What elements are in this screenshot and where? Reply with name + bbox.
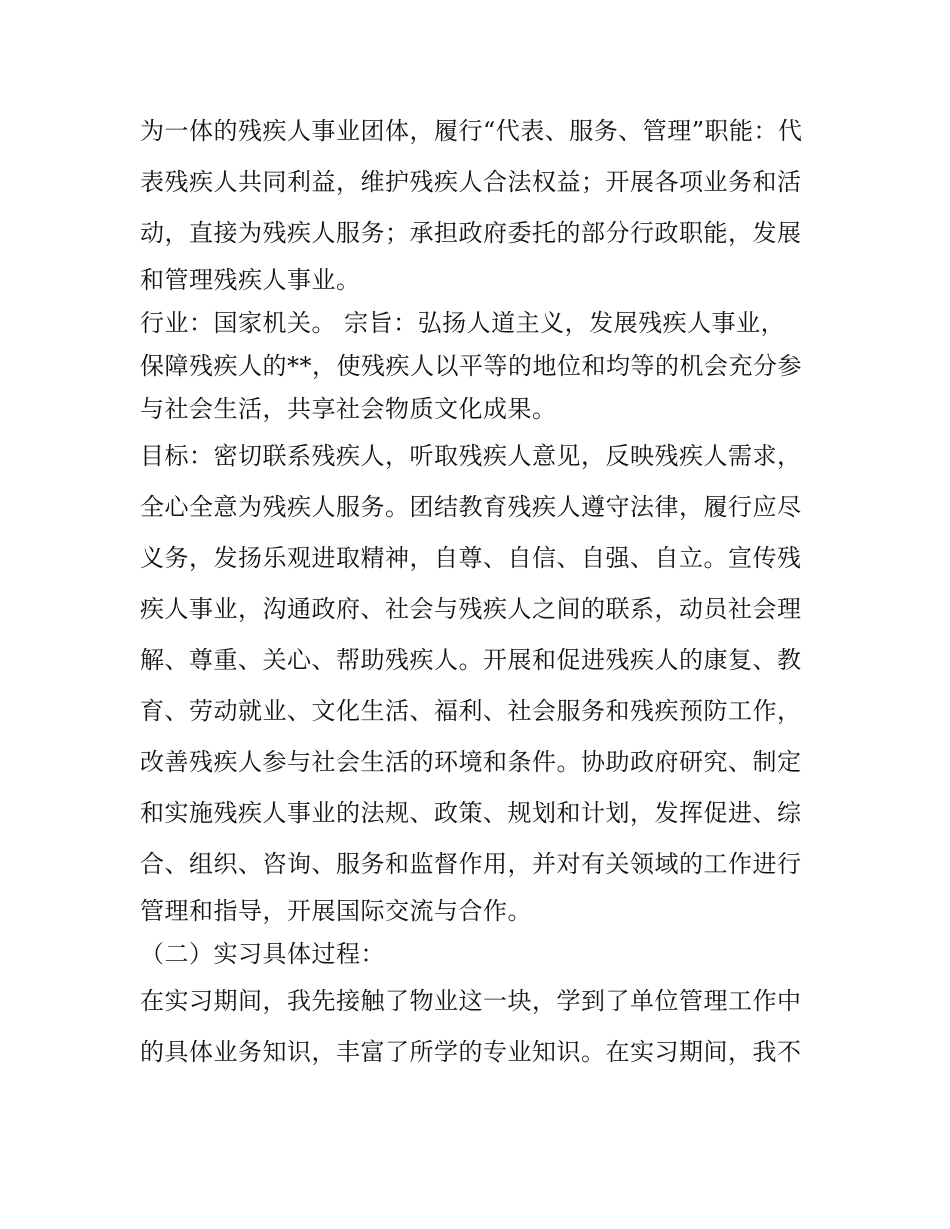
text-line: 行业：国家机关。 宗旨：弘扬人道主义，发展残疾人事业， <box>140 309 786 337</box>
text-line: 保障残疾人的**，使残疾人以平等的地位和均等的机会充分参 <box>140 352 802 380</box>
section-heading: （二）实习具体过程： <box>140 940 385 968</box>
text-line: 和管理残疾人事业。 <box>140 266 361 294</box>
text-line: 的具体业务知识，丰富了所学的专业知识。在实习期间，我不 <box>140 1038 802 1066</box>
body-text <box>140 106 820 1078</box>
text-line: 育、劳动就业、文化生活、福利、社会服务和残疾预防工作， <box>140 697 802 725</box>
text-line: 改善残疾人参与社会生活的环境和条件。协助政府研究、制定 <box>140 748 802 776</box>
text-line: 在实习期间，我先接触了物业这一块，学到了单位管理工作中 <box>140 987 802 1015</box>
text-line: 与社会生活，共享社会物质文化成果。 <box>140 395 557 423</box>
text-line: 解、尊重、关心、帮助残疾人。开展和促进残疾人的康复、教 <box>140 646 802 674</box>
text-line: 表残疾人共同利益，维护残疾人合法权益；开展各项业务和活 <box>140 168 802 196</box>
text-line: 目标：密切联系残疾人，听取残疾人意见，反映残疾人需求， <box>140 442 802 470</box>
text-line: 义务，发扬乐观进取精神，自尊、自信、自强、自立。宣传残 <box>140 544 802 572</box>
text-line: 合、组织、咨询、服务和监督作用，并对有关领域的工作进行 <box>140 850 802 878</box>
text-line: 全心全意为残疾人服务。团结教育残疾人遵守法律，履行应尽 <box>140 493 802 521</box>
text-line: 管理和指导，开展国际交流与合作。 <box>140 897 532 925</box>
text-line: 为一体的残疾人事业团体，履行“代表、服务、管理”职能：代 <box>140 117 803 145</box>
text-line: 疾人事业，沟通政府、社会与残疾人之间的联系，动员社会理 <box>140 595 802 623</box>
text-line: 动，直接为残疾人服务；承担政府委托的部分行政职能，发展 <box>140 219 802 247</box>
text-line: 和实施残疾人事业的法规、政策、规划和计划，发挥促进、综 <box>140 799 802 827</box>
